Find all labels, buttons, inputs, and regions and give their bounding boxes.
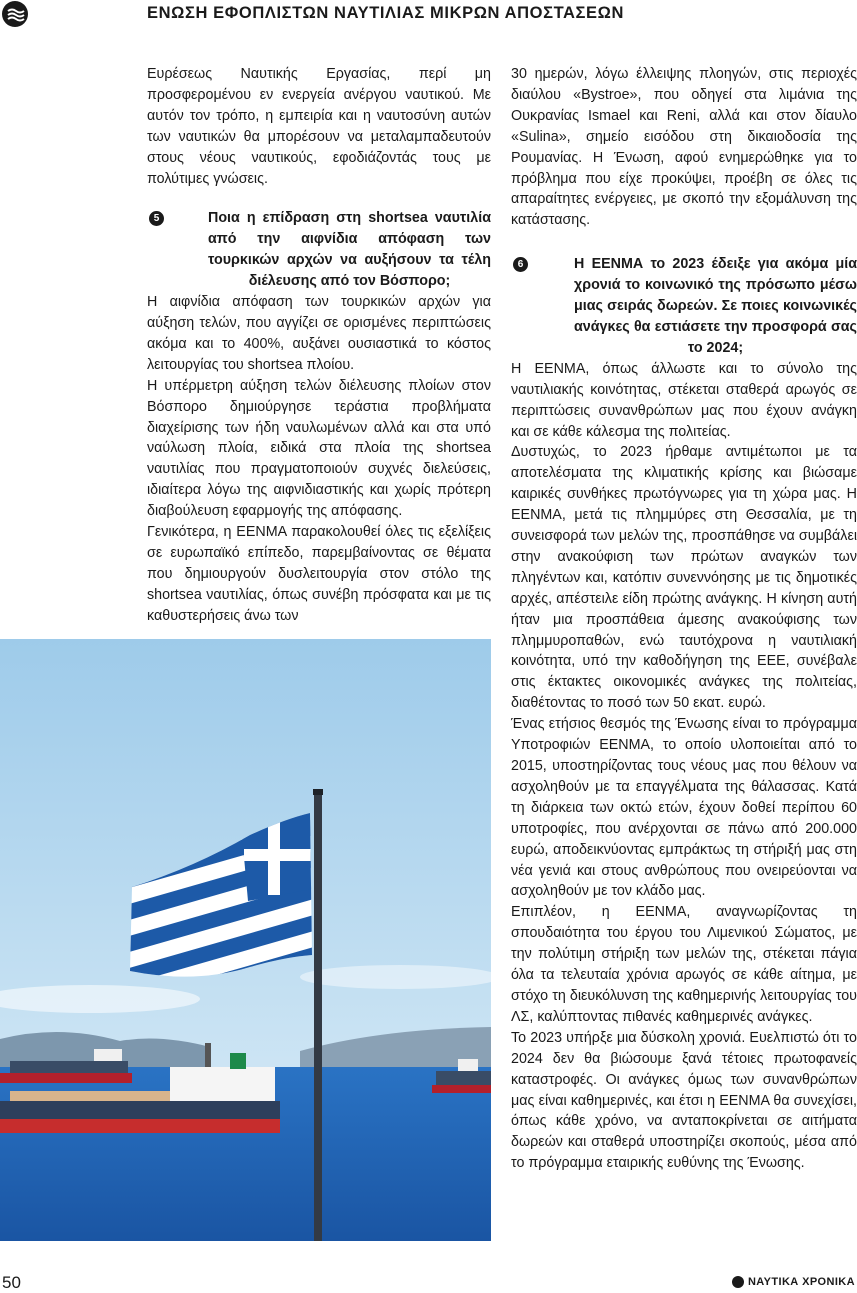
footer-brand	[732, 1276, 855, 1288]
question-text: Η ΕΕΝΜΑ το 2023 έδειξε για ακόμα μία χρονιά το κοινωνικό της πρόσωπο μέσω μιας σειράς δωρεών. Σε ποιες κοινωνικές ανάγκες θα εστιάσετε την προσφορά σας το 2024;	[574, 256, 857, 356]
paragraph: Γενικότερα, η ΕΕΝΜΑ παρακολουθεί όλες τις εξελίξεις σε ευρωπαϊκό επίπεδο, παρεμβαίνοντας σε θέματα που δημιουργούν δυσλειτουργία στον στόλο της shortsea ναυτιλίας, όπως συνέβη πρόσφατα και με τις καθυστερήσεις άνω των	[147, 524, 491, 624]
question-number-badge: 5	[149, 211, 164, 226]
paragraph: Η ΕΕΝΜΑ, όπως άλλωστε και το σύνολο της ναυτιλιακής κοινότητας, στέκεται σταθερά αρωγός σε περιπτώσεις συνανθρώπων μας που έχουν ανάγκη και σε κάθε κάλεσμα της πολιτείας.	[511, 360, 857, 440]
greek-flag-ships-photo	[0, 639, 491, 1241]
question-5	[147, 208, 491, 292]
paragraph: Ένας ετήσιος θεσμός της Ένωσης είναι το πρόγραμμα Υποτροφιών ΕΕΝΜΑ, το οποίο υλοποιείται από το 2015, υποστηρίζοντας τους νέους μας που θέλουν να ασχοληθούν με τα επαγγέλματα της θάλασσας. Κατά τη διάρκεια των οκτώ ετών, έχουν δοθεί περίπου 60 υποτροφίες, που ανέρχονται σε πάνω από 200.000 ευρώ, αποδεικνύοντας εμπράκτως τη στήριξή μας στη νέα γενιά και στους ανθρώπους που ονειρεύονται να ασχοληθούν με τον κλάδο μας.	[511, 716, 857, 900]
left-text-column	[147, 64, 491, 627]
question-6	[511, 254, 857, 359]
question-text: Ποια η επίδραση στη shortsea ναυτιλία από την αιφνίδια απόφαση των τουρκικών αρχών να αυξήσουν τα τέλη διέλευσης από τον Βόσπορο;	[208, 210, 491, 290]
paragraph: Δυστυχώς, το 2023 ήρθαμε αντιμέτωποι με τα αποτελέσματα της κλιματικής κρίσης και βιώσαμε καιρικές συνθήκες πρωτόγνωρες για τη χώρα μας. Η ΕΕΝΜΑ, μετά τις πλημμύρες στη Θεσσαλία, με τη συνεισφορά των μελών της, προσπάθησε να συμβάλει στην ανακούφιση των πρώτων αναγκών των πληγέντων και, κατόπιν συνεννόησης με τις δημοτικές αρχές, απέστειλε είδη πρώτης ανάγκης. Η κίνηση αυτή ήταν μια προσπάθεια άμεσης ανακούφισης των πλημμυροπαθών, ενώ ταυτόχρονα η ναυτιλιακή κοινότητα, υπό την καθοδήγηση της ΕΕΕ, συνέβαλε στις έκτακτες οικονομικές ανάγκες της πολιτείας, διαθέτοντας το ποσό των 50 εκατ. ευρώ.	[511, 444, 857, 712]
wave-logo-icon	[2, 1, 28, 27]
page-number: 50	[2, 1273, 21, 1292]
paragraph: Η αιφνίδια απόφαση των τουρκικών αρχών για αύξηση τελών, που αγγίζει σε ορισμένες περιπτώσεις ακόμα και το 400%, αυξάνει ουσιαστικά το κόστος λειτουργίας του shortsea πλοίου.	[147, 294, 491, 373]
brand-name: ΝΑΥΤΙΚΑ ΧΡΟΝΙΚΑ	[747, 1276, 855, 1288]
question-number-badge: 6	[513, 257, 528, 272]
brand-logo-icon	[732, 1276, 744, 1288]
paragraph: Επιπλέον, η ΕΕΝΜΑ, αναγνωρίζοντας τη σπουδαιότητα του έργου του Λιμενικού Σώματος, με την πολύτιμη στήριξη των μελών της, στέκεται πάγια όλα τα τελευταία χρόνια αρωγός σε κάθε αίτημα, με στόχο τη διευκόλυνση της καθημερινής λειτουργίας του ΛΣ, καλύπτοντας πιθανές καθημερινές ανάγκες.	[511, 904, 857, 1025]
page-header-title: ΕΝΩΣΗ ΕΦΟΠΛΙΣΤΩΝ ΝΑΥΤΙΛΙΑΣ ΜΙΚΡΩΝ ΑΠΟΣΤΑΣΕΩΝ	[147, 4, 624, 22]
paragraph: 30 ημερών, λόγω έλλειψης πλοηγών, στις περιοχές διαύλου «Bystroe», που οδηγεί στα λιμάνια της Ουκρανίας Ismael και Reni, αλλά και στον δίαυλο «Sulina», σημείο εισόδου στη δικαιοδοσία της Ρουμανίας. Η Ένωση, αφού ενημερώθηκε για το πρόβλημα που είχε προκύψει, προέβη σε όλες τις απαραίτητες ενέργειες, με σκοπό την εξομάλυνση της κατάστασης.	[511, 66, 857, 229]
paragraph: Το 2023 υπήρξε μια δύσκολη χρονιά. Ευελπιστώ ότι το 2024 δεν θα βιώσουμε ξανά τέτοιες πρωτοφανείς καταστροφές. Οι ανάγκες όμως των συνανθρώπων μας είναι καθημερινές, και έτσι η ΕΕΝΜΑ θα συνεχίσει, όπως κάθε χρόνο, να ανταποκρίνεται σε αιτήματα δωρεών και σταθερά υποστηρίζει σκοπούς, μέσα από το πρόγραμμα εταιρικής ευθύνης της Ένωσης.	[511, 1029, 857, 1172]
right-text-column	[511, 64, 857, 1174]
paragraph: Η υπέρμετρη αύξηση τελών διέλευσης πλοίων στον Βόσπορο δημιούργησε τεράστια προβλήματα διαχείρισης των ήδη ναυλωμένων αλλά και στα υπό ναύλωση πλοία, ειδικά στα πλοία της shortsea ναυτιλίας που πραγματοποιούν συχνές διελεύσεις, ιδιαίτερα λόγω της αιφνιδιαστικής και χωρίς πρότερη διαβούλευση εφαρμογής της απόφασης.	[147, 377, 491, 520]
paragraph: Ευρέσεως Ναυτικής Εργασίας, περί μη προσφερομένου εν ενεργεία ανέργου ναυτικού. Με αυτόν τον τρόπο, η εμπειρία και η ναυτοσύνη αυτών των ναυτικών θα μπορέσουν να μεταλαμπαδευτούν στους νέους ναυτικούς, εφοδιάζοντάς τους με πολύτιμες γνώσεις.	[147, 66, 491, 187]
